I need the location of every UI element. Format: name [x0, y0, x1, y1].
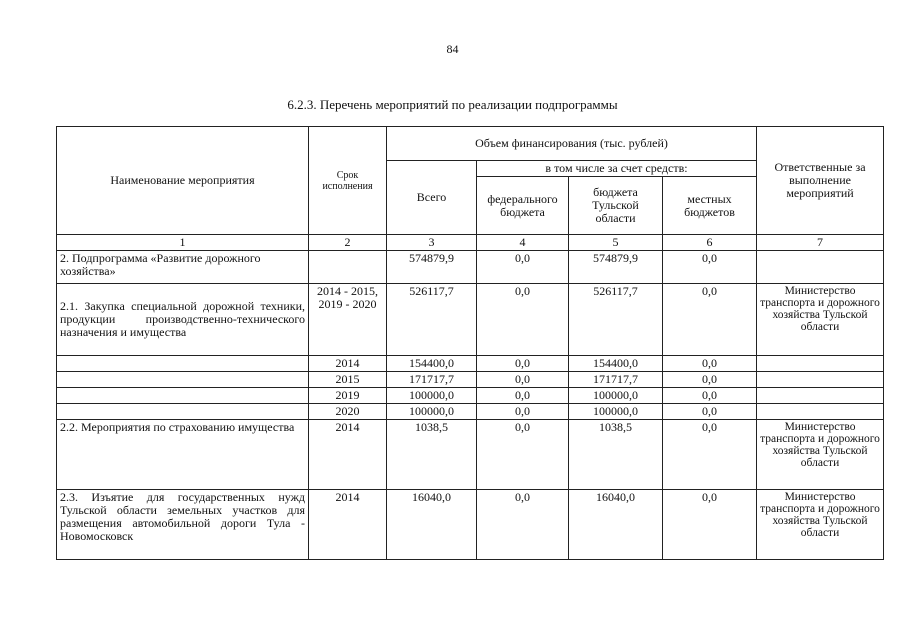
column-number: 7: [757, 235, 884, 251]
page-number: 84: [446, 42, 459, 56]
column-number: 3: [387, 235, 477, 251]
measure-term: 2015: [309, 372, 387, 388]
measure-federal: 0,0: [477, 251, 569, 284]
column-number: 2: [309, 235, 387, 251]
header-funding: Объем финансирования (тыс. рублей): [387, 127, 757, 161]
measure-federal: 0,0: [477, 420, 569, 490]
table-row: [57, 420, 884, 490]
measure-federal: 0,0: [477, 490, 569, 560]
measure-responsible: [757, 404, 884, 420]
measure-federal: 0,0: [477, 284, 569, 356]
measure-responsible: [757, 356, 884, 372]
measure-name: [57, 356, 309, 372]
measure-total: 574879,9: [387, 251, 477, 284]
measure-regional: 574879,9: [569, 251, 663, 284]
measure-local: 0,0: [663, 388, 757, 404]
measure-name: 2.1. Закупка специальной дорожной техники, продукции производственно-технического назначения и имущества: [57, 284, 309, 356]
measure-regional: 526117,7: [569, 284, 663, 356]
measure-name: 2. Подпрограмма «Развитие дорожного хозяйства»: [57, 251, 309, 284]
measure-term: 2014: [309, 420, 387, 490]
table-row: [57, 356, 884, 372]
measure-local: 0,0: [663, 284, 757, 356]
measure-federal: 0,0: [477, 404, 569, 420]
table-row: [57, 372, 884, 388]
table-row: [57, 490, 884, 560]
header-name: Наименование мероприятия: [57, 127, 309, 235]
measure-name: [57, 372, 309, 388]
measure-term: [309, 251, 387, 284]
header-regional: бюджета Тульской области: [569, 177, 663, 235]
measure-responsible: Министерство транспорта и дорожного хозяйства Тульской области: [757, 284, 884, 356]
measure-responsible: [757, 251, 884, 284]
measure-total: 1038,5: [387, 420, 477, 490]
header-local: местных бюджетов: [663, 177, 757, 235]
measure-term: 2014 - 2015, 2019 - 2020: [309, 284, 387, 356]
section-title: 6.2.3. Перечень мероприятий по реализации подпрограммы: [287, 97, 618, 112]
measure-responsible: [757, 388, 884, 404]
measure-total: 100000,0: [387, 404, 477, 420]
measure-local: 0,0: [663, 251, 757, 284]
header-federal: федерального бюджета: [477, 177, 569, 235]
measure-federal: 0,0: [477, 372, 569, 388]
measure-total: 171717,7: [387, 372, 477, 388]
column-number: 6: [663, 235, 757, 251]
measure-regional: 154400,0: [569, 356, 663, 372]
measure-regional: 100000,0: [569, 388, 663, 404]
measure-regional: 16040,0: [569, 490, 663, 560]
table-row: [57, 251, 884, 284]
header-total: Всего: [387, 161, 477, 235]
column-number: 5: [569, 235, 663, 251]
table-row: [57, 404, 884, 420]
table-row: [57, 388, 884, 404]
measure-name: [57, 404, 309, 420]
column-number: 1: [57, 235, 309, 251]
table-row: [57, 284, 884, 356]
measure-local: 0,0: [663, 404, 757, 420]
measure-term: 2020: [309, 404, 387, 420]
measure-responsible: Министерство транспорта и дорожного хозяйства Тульской области: [757, 490, 884, 560]
measure-name: [57, 388, 309, 404]
measures-table: [56, 126, 884, 560]
measure-local: 0,0: [663, 372, 757, 388]
measure-regional: 171717,7: [569, 372, 663, 388]
measure-local: 0,0: [663, 490, 757, 560]
measure-name: 2.2. Мероприятия по страхованию имущества: [57, 420, 309, 490]
measure-local: 0,0: [663, 420, 757, 490]
header-responsible: Ответственные за выполнение мероприятий: [757, 127, 884, 235]
header-including: в том числе за счет средств:: [477, 161, 757, 177]
column-number-row: [57, 235, 884, 251]
measure-responsible: Министерство транспорта и дорожного хозяйства Тульской области: [757, 420, 884, 490]
measure-term: 2014: [309, 356, 387, 372]
measure-federal: 0,0: [477, 388, 569, 404]
measure-total: 16040,0: [387, 490, 477, 560]
measure-responsible: [757, 372, 884, 388]
measure-total: 154400,0: [387, 356, 477, 372]
measure-term: 2019: [309, 388, 387, 404]
measure-regional: 100000,0: [569, 404, 663, 420]
measure-total: 526117,7: [387, 284, 477, 356]
measure-federal: 0,0: [477, 356, 569, 372]
measure-total: 100000,0: [387, 388, 477, 404]
measure-regional: 1038,5: [569, 420, 663, 490]
measure-local: 0,0: [663, 356, 757, 372]
column-number: 4: [477, 235, 569, 251]
measure-name: 2.3. Изъятие для государственных нужд Тульской области земельных участков для размещения автомобильной дороги Тула - Новомосковск: [57, 490, 309, 560]
header-term: Срок исполнения: [309, 127, 387, 235]
measure-term: 2014: [309, 490, 387, 560]
